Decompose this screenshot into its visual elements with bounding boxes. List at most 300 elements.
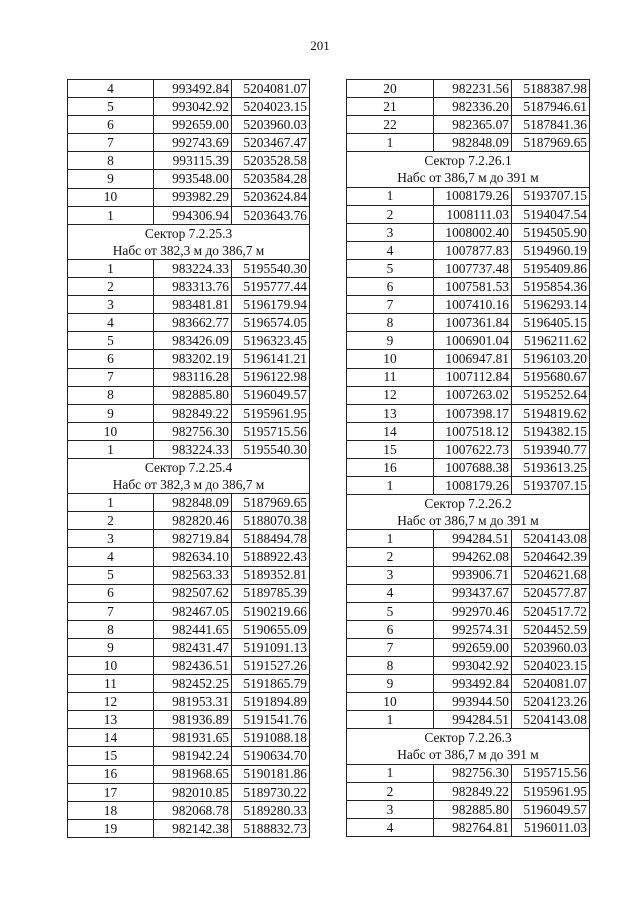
point-number: 8 — [68, 620, 154, 638]
coordinate-y: 5203467.47 — [232, 134, 310, 152]
point-number: 10 — [68, 657, 154, 675]
coordinate-x: 994284.51 — [434, 530, 512, 548]
table-row — [68, 801, 310, 819]
point-number: 14 — [68, 729, 154, 747]
coordinate-x: 1008002.40 — [434, 223, 512, 241]
table-row — [347, 675, 590, 693]
sector-height-range: Набс от 386,7 м до 391 м — [347, 512, 590, 530]
coordinate-y: 5204123.26 — [512, 693, 590, 711]
point-number: 6 — [347, 620, 434, 638]
page-number: 201 — [310, 38, 330, 53]
coordinate-x: 993437.67 — [434, 584, 512, 602]
coordinates-table-left — [67, 79, 310, 838]
table-row — [68, 350, 310, 368]
coordinate-y: 5195409.86 — [512, 259, 590, 277]
table-row — [68, 80, 310, 98]
table-row — [347, 134, 590, 152]
table-row — [68, 170, 310, 188]
table-row — [68, 530, 310, 548]
sector-title: Сектор 7.2.26.3 — [347, 729, 590, 747]
point-number: 20 — [347, 80, 434, 98]
coordinate-x: 1007581.53 — [434, 278, 512, 296]
coordinate-x: 992659.00 — [434, 638, 512, 656]
coordinate-x: 983481.81 — [154, 296, 232, 314]
table-row — [68, 620, 310, 638]
coordinate-x: 1007877.83 — [434, 241, 512, 259]
coordinate-y: 5204517.72 — [512, 602, 590, 620]
coordinate-x: 982719.84 — [154, 530, 232, 548]
point-number: 2 — [347, 205, 434, 223]
coordinate-y: 5189730.22 — [232, 783, 310, 801]
table-row — [347, 278, 590, 296]
coordinate-y: 5191091.13 — [232, 638, 310, 656]
coordinate-y: 5196179.94 — [232, 296, 310, 314]
point-number: 6 — [347, 278, 434, 296]
sector-range-row — [68, 242, 310, 260]
sector-title-row — [347, 152, 590, 170]
point-number: 4 — [68, 314, 154, 332]
table-row — [68, 188, 310, 206]
sector-height-range: Набс от 386,7 м до 391 м — [347, 746, 590, 764]
point-number: 14 — [347, 422, 434, 440]
point-number: 1 — [347, 187, 434, 205]
coordinate-x: 982885.80 — [434, 800, 512, 818]
table-row — [347, 584, 590, 602]
coordinate-y: 5194505.90 — [512, 223, 590, 241]
coordinate-x: 982820.46 — [154, 512, 232, 530]
coordinate-y: 5204143.08 — [512, 711, 590, 729]
point-number: 4 — [347, 584, 434, 602]
point-number: 9 — [347, 332, 434, 350]
point-number: 13 — [68, 711, 154, 729]
point-number: 7 — [347, 296, 434, 314]
coordinate-y: 5191541.76 — [232, 711, 310, 729]
coordinate-x: 982848.09 — [434, 134, 512, 152]
coordinate-x: 982336.20 — [434, 98, 512, 116]
table-row — [68, 278, 310, 296]
coordinate-y: 5203960.03 — [232, 116, 310, 134]
table-row — [347, 657, 590, 675]
coordinate-y: 5188070.38 — [232, 512, 310, 530]
point-number: 1 — [347, 134, 434, 152]
coordinate-x: 992970.46 — [434, 602, 512, 620]
coordinate-y: 5204081.07 — [512, 675, 590, 693]
table-row — [347, 187, 590, 205]
coordinate-y: 5203624.84 — [232, 188, 310, 206]
coordinate-x: 1007112.84 — [434, 368, 512, 386]
coordinate-y: 5203528.58 — [232, 152, 310, 170]
coordinate-x: 1007622.73 — [434, 440, 512, 458]
sector-range-row — [347, 512, 590, 530]
table-row — [68, 693, 310, 711]
coordinate-x: 992659.00 — [154, 116, 232, 134]
point-number: 11 — [68, 675, 154, 693]
coordinate-x: 983313.76 — [154, 278, 232, 296]
point-number: 7 — [68, 134, 154, 152]
point-number: 1 — [68, 440, 154, 458]
table-row — [68, 314, 310, 332]
point-number: 2 — [68, 512, 154, 530]
coordinate-x: 981953.31 — [154, 693, 232, 711]
coordinate-y: 5204577.87 — [512, 584, 590, 602]
table-row — [347, 205, 590, 223]
table-row — [68, 512, 310, 530]
point-number: 9 — [68, 170, 154, 188]
coordinate-x: 993982.29 — [154, 188, 232, 206]
coordinate-x: 982231.56 — [434, 80, 512, 98]
point-number: 11 — [347, 368, 434, 386]
table-row — [68, 206, 310, 224]
table-row — [68, 259, 310, 277]
sector-height-range: Набс от 382,3 м до 386,7 м — [68, 242, 310, 260]
point-number: 8 — [347, 657, 434, 675]
table-row — [68, 729, 310, 747]
coordinate-x: 1007688.38 — [434, 458, 512, 476]
coordinate-y: 5203960.03 — [512, 638, 590, 656]
coordinate-x: 983224.33 — [154, 259, 232, 277]
coordinate-y: 5196103.20 — [512, 350, 590, 368]
point-number: 3 — [347, 800, 434, 818]
coordinate-x: 1007410.16 — [434, 296, 512, 314]
coordinate-y: 5195854.36 — [512, 278, 590, 296]
coordinate-x: 993906.71 — [434, 566, 512, 584]
point-number: 8 — [68, 152, 154, 170]
coordinate-x: 1007263.02 — [434, 386, 512, 404]
table-row — [347, 818, 590, 836]
point-number: 5 — [68, 332, 154, 350]
table-row — [68, 386, 310, 404]
coordinate-y: 5190634.70 — [232, 747, 310, 765]
point-number: 7 — [347, 638, 434, 656]
coordinate-x: 982507.62 — [154, 584, 232, 602]
table-row — [68, 711, 310, 729]
coordinate-x: 1008179.26 — [434, 187, 512, 205]
coordinate-y: 5191088.18 — [232, 729, 310, 747]
table-row — [347, 566, 590, 584]
point-number: 21 — [347, 98, 434, 116]
table-row — [347, 440, 590, 458]
coordinate-y: 5187841.36 — [512, 116, 590, 134]
coordinate-x: 992743.69 — [154, 134, 232, 152]
point-number: 5 — [68, 566, 154, 584]
coordinate-x: 982142.38 — [154, 819, 232, 837]
coordinate-y: 5203584.28 — [232, 170, 310, 188]
table-row — [347, 98, 590, 116]
point-number: 3 — [347, 223, 434, 241]
coordinate-x: 983662.77 — [154, 314, 232, 332]
sector-title: Сектор 7.2.25.3 — [68, 224, 310, 242]
coordinate-x: 993492.84 — [434, 675, 512, 693]
coordinate-x: 1007398.17 — [434, 404, 512, 422]
table-row — [68, 98, 310, 116]
coordinate-y: 5193707.15 — [512, 187, 590, 205]
table-row — [68, 747, 310, 765]
coordinate-y: 5187969.65 — [232, 494, 310, 512]
coordinate-x: 993944.50 — [434, 693, 512, 711]
coordinate-y: 5190181.86 — [232, 765, 310, 783]
coordinate-y: 5194047.54 — [512, 205, 590, 223]
sector-title-row — [347, 495, 590, 513]
table-row — [347, 116, 590, 134]
coordinate-y: 5196141.21 — [232, 350, 310, 368]
table-row — [68, 116, 310, 134]
table-row — [347, 477, 590, 495]
point-number: 8 — [347, 314, 434, 332]
point-number: 6 — [68, 116, 154, 134]
table-row — [347, 314, 590, 332]
table-row — [347, 764, 590, 782]
point-number: 1 — [347, 477, 434, 495]
coordinate-x: 983202.19 — [154, 350, 232, 368]
coordinate-y: 5204143.08 — [512, 530, 590, 548]
coordinate-x: 993042.92 — [154, 98, 232, 116]
table-row — [347, 368, 590, 386]
table-row — [347, 638, 590, 656]
coordinate-y: 5195680.67 — [512, 368, 590, 386]
point-number: 8 — [68, 386, 154, 404]
coordinate-x: 982563.33 — [154, 566, 232, 584]
point-number: 1 — [347, 764, 434, 782]
coordinate-y: 5189352.81 — [232, 566, 310, 584]
coordinate-x: 994262.08 — [434, 548, 512, 566]
point-number: 16 — [68, 765, 154, 783]
sector-title-row — [68, 458, 310, 476]
table-row — [347, 548, 590, 566]
table-row — [347, 782, 590, 800]
coordinate-y: 5193940.77 — [512, 440, 590, 458]
coordinate-y: 5196049.57 — [512, 800, 590, 818]
coordinate-y: 5196122.98 — [232, 368, 310, 386]
point-number: 10 — [68, 188, 154, 206]
point-number: 10 — [347, 693, 434, 711]
coordinate-y: 5189785.39 — [232, 584, 310, 602]
table-row — [347, 693, 590, 711]
table-row — [68, 422, 310, 440]
point-number: 12 — [68, 693, 154, 711]
coordinate-x: 982010.85 — [154, 783, 232, 801]
table-row — [347, 241, 590, 259]
table-row — [68, 440, 310, 458]
point-number: 6 — [68, 584, 154, 602]
point-number: 2 — [347, 548, 434, 566]
point-number: 1 — [68, 206, 154, 224]
sector-height-range: Набс от 386,7 м до 391 м — [347, 169, 590, 187]
table-row — [347, 711, 590, 729]
coordinate-x: 981968.65 — [154, 765, 232, 783]
table-row — [347, 332, 590, 350]
table-row — [68, 638, 310, 656]
coordinate-x: 982849.22 — [434, 782, 512, 800]
point-number: 15 — [347, 440, 434, 458]
coordinate-y: 5190655.09 — [232, 620, 310, 638]
point-number: 2 — [347, 782, 434, 800]
point-number: 6 — [68, 350, 154, 368]
table-row — [347, 404, 590, 422]
coordinate-x: 982467.05 — [154, 602, 232, 620]
point-number: 5 — [347, 602, 434, 620]
coordinate-y: 5195961.95 — [232, 404, 310, 422]
coordinate-y: 5195715.56 — [232, 422, 310, 440]
coordinate-x: 1007737.48 — [434, 259, 512, 277]
point-number: 1 — [347, 530, 434, 548]
sector-height-range: Набс от 382,3 м до 386,7 м — [68, 476, 310, 494]
table-row — [68, 783, 310, 801]
coordinate-x: 993548.00 — [154, 170, 232, 188]
coordinate-x: 994284.51 — [434, 711, 512, 729]
table-row — [68, 819, 310, 837]
coordinate-x: 983224.33 — [154, 440, 232, 458]
coordinate-x: 981942.24 — [154, 747, 232, 765]
coordinate-y: 5189280.33 — [232, 801, 310, 819]
table-row — [68, 602, 310, 620]
table-row — [68, 584, 310, 602]
point-number: 9 — [68, 638, 154, 656]
table-row — [347, 602, 590, 620]
sector-title-row — [68, 224, 310, 242]
point-number: 1 — [68, 259, 154, 277]
point-number: 4 — [68, 80, 154, 98]
coordinate-x: 982436.51 — [154, 657, 232, 675]
coordinate-y: 5196323.45 — [232, 332, 310, 350]
coordinate-x: 982756.30 — [154, 422, 232, 440]
coordinate-x: 982634.10 — [154, 548, 232, 566]
coordinate-y: 5196049.57 — [232, 386, 310, 404]
point-number: 1 — [347, 711, 434, 729]
coordinate-x: 983116.28 — [154, 368, 232, 386]
table-row — [347, 620, 590, 638]
table-row — [68, 765, 310, 783]
table-row — [347, 530, 590, 548]
coordinate-y: 5188832.73 — [232, 819, 310, 837]
coordinate-x: 981931.65 — [154, 729, 232, 747]
sector-range-row — [347, 746, 590, 764]
coordinate-x: 1008111.03 — [434, 205, 512, 223]
coordinate-y: 5196293.14 — [512, 296, 590, 314]
point-number: 4 — [347, 241, 434, 259]
coordinate-x: 1008179.26 — [434, 477, 512, 495]
coordinate-y: 5195777.44 — [232, 278, 310, 296]
coordinates-table-right — [346, 79, 590, 837]
coordinate-x: 981936.89 — [154, 711, 232, 729]
point-number: 1 — [68, 494, 154, 512]
coordinate-y: 5194960.19 — [512, 241, 590, 259]
sector-title: Сектор 7.2.26.2 — [347, 495, 590, 513]
table-row — [68, 152, 310, 170]
coordinate-y: 5190219.66 — [232, 602, 310, 620]
coordinate-y: 5191894.89 — [232, 693, 310, 711]
point-number: 22 — [347, 116, 434, 134]
point-number: 2 — [68, 278, 154, 296]
point-number: 3 — [347, 566, 434, 584]
coordinate-y: 5196574.05 — [232, 314, 310, 332]
coordinate-y: 5187946.61 — [512, 98, 590, 116]
coordinate-y: 5191527.26 — [232, 657, 310, 675]
point-number: 17 — [68, 783, 154, 801]
table-row — [347, 458, 590, 476]
sector-range-row — [68, 476, 310, 494]
point-number: 9 — [347, 675, 434, 693]
coordinate-x: 982849.22 — [154, 404, 232, 422]
table-row — [68, 657, 310, 675]
point-number: 5 — [347, 259, 434, 277]
table-row — [347, 259, 590, 277]
point-number: 3 — [68, 296, 154, 314]
coordinate-y: 5204023.15 — [232, 98, 310, 116]
point-number: 7 — [68, 602, 154, 620]
table-row — [68, 368, 310, 386]
coordinate-x: 994306.94 — [154, 206, 232, 224]
coordinate-y: 5204642.39 — [512, 548, 590, 566]
coordinate-x: 1007518.12 — [434, 422, 512, 440]
coordinate-y: 5204081.07 — [232, 80, 310, 98]
point-number: 10 — [68, 422, 154, 440]
coordinate-x: 993492.84 — [154, 80, 232, 98]
coordinate-x: 982452.25 — [154, 675, 232, 693]
coordinate-x: 982885.80 — [154, 386, 232, 404]
table-row — [347, 350, 590, 368]
coordinate-y: 5204023.15 — [512, 657, 590, 675]
coordinate-x: 982848.09 — [154, 494, 232, 512]
table-row — [68, 566, 310, 584]
point-number: 15 — [68, 747, 154, 765]
coordinate-x: 1006947.81 — [434, 350, 512, 368]
table-row — [68, 548, 310, 566]
coordinate-x: 982365.07 — [434, 116, 512, 134]
point-number: 16 — [347, 458, 434, 476]
coordinate-x: 992574.31 — [434, 620, 512, 638]
table-row — [68, 404, 310, 422]
coordinate-y: 5188387.98 — [512, 80, 590, 98]
coordinate-y: 5203643.76 — [232, 206, 310, 224]
table-row — [68, 296, 310, 314]
point-number: 9 — [68, 404, 154, 422]
point-number: 18 — [68, 801, 154, 819]
table-row — [68, 494, 310, 512]
coordinate-y: 5195540.30 — [232, 259, 310, 277]
coordinate-y: 5196211.62 — [512, 332, 590, 350]
coordinate-y: 5195715.56 — [512, 764, 590, 782]
coordinate-x: 983426.09 — [154, 332, 232, 350]
coordinate-y: 5195961.95 — [512, 782, 590, 800]
table-row — [68, 675, 310, 693]
table-row — [68, 134, 310, 152]
coordinate-y: 5188922.43 — [232, 548, 310, 566]
coordinate-x: 982431.47 — [154, 638, 232, 656]
coordinate-y: 5191865.79 — [232, 675, 310, 693]
table-row — [347, 386, 590, 404]
point-number: 12 — [347, 386, 434, 404]
coordinate-x: 993115.39 — [154, 152, 232, 170]
coordinate-x: 982441.65 — [154, 620, 232, 638]
coordinate-y: 5193613.25 — [512, 458, 590, 476]
table-row — [68, 332, 310, 350]
coordinate-x: 982756.30 — [434, 764, 512, 782]
table-row — [347, 422, 590, 440]
coordinate-y: 5187969.65 — [512, 134, 590, 152]
coordinate-y: 5204621.68 — [512, 566, 590, 584]
table-row — [347, 223, 590, 241]
point-number: 4 — [68, 548, 154, 566]
coordinate-y: 5195540.30 — [232, 440, 310, 458]
coordinate-y: 5194382.15 — [512, 422, 590, 440]
sector-title: Сектор 7.2.26.1 — [347, 152, 590, 170]
coordinate-y: 5193707.15 — [512, 477, 590, 495]
point-number: 10 — [347, 350, 434, 368]
point-number: 7 — [68, 368, 154, 386]
sector-range-row — [347, 169, 590, 187]
coordinate-y: 5196405.15 — [512, 314, 590, 332]
coordinate-x: 993042.92 — [434, 657, 512, 675]
